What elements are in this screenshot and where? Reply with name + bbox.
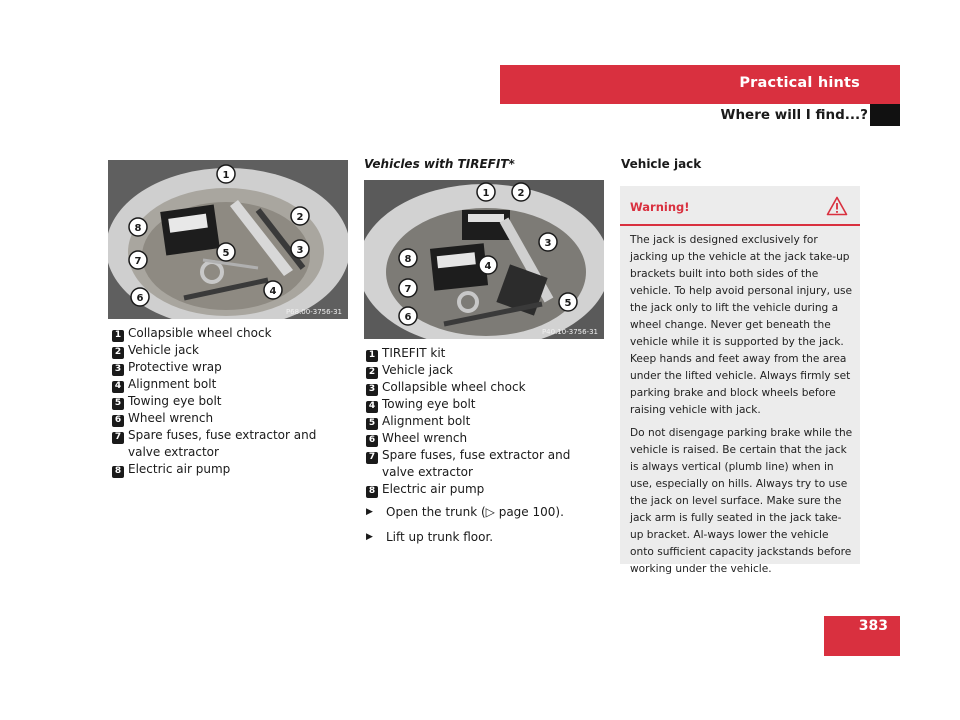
list-item: 3 Protective wrap <box>112 359 348 376</box>
warning-paragraph: Do not disengage parking brake while the vehicle is raised. Be certain that the jack is always vertical (plumb line) when in use, especially on hills. Always try to use the jack on level surface. Make sure the jack arm is fully seated in the jack take-up bracket. Al-ways lower the vehicle onto sufficient capacity jackstands before working under the vehicle. <box>630 427 853 575</box>
photo-label-2: 2 <box>296 212 304 223</box>
warning-triangle-icon <box>826 196 848 220</box>
photo-label-8: 8 <box>134 223 142 234</box>
col3-title: Vehicle jack <box>621 157 702 171</box>
page-number-box <box>824 616 900 656</box>
warning-title: Warning! <box>630 200 690 214</box>
photo-tirefit-well <box>364 180 604 339</box>
header-subbar <box>500 104 900 126</box>
photo2-label-4: 4 <box>484 261 492 272</box>
photo2-label-3: 3 <box>544 238 552 249</box>
warning-paragraph: The jack is designed exclusively for jacking up the vehicle at the jack take-up brackets built into both sides of the vehicle. To help avoid personal injury, use the jack only to lift the vehicle during a wheel change. Never get beneath the vehicle while it is supported by the jack. Keep hands and feet away from the area under the lifted vehicle. Always firmly set parking brake and block wheels before raising vehicle with jack. <box>630 234 853 416</box>
list-item: 5 Alignment bolt <box>366 413 606 430</box>
list-item: 1 Collapsible wheel chock <box>112 325 348 342</box>
list-item: 5 Towing eye bolt <box>112 393 348 410</box>
list-item: 4 Alignment bolt <box>112 376 348 393</box>
list-item: 6 Wheel wrench <box>112 410 348 427</box>
step-arrow-icon: ▶ <box>366 532 373 542</box>
photo-label-6: 6 <box>136 293 144 304</box>
list-item: 1 TIREFIT kit <box>366 345 606 362</box>
page-number: 383 <box>858 618 888 634</box>
legend-list-2 <box>366 345 606 498</box>
photo2-label-8: 8 <box>404 254 412 265</box>
photo-label-3: 3 <box>296 245 304 256</box>
subsection-title: Where will I find...? <box>720 107 868 123</box>
list-item: 7 Spare fuses, fuse extractor and valve extractor <box>112 427 348 461</box>
photo2-label-1: 1 <box>482 188 490 199</box>
section-title: Practical hints <box>739 75 860 91</box>
header-black-tab <box>870 104 900 126</box>
list-item: 6 Wheel wrench <box>366 430 606 447</box>
header-bar <box>500 65 900 104</box>
photo-spare-wheel-well <box>108 160 348 319</box>
photo-code-1: P68.00-3756-31 <box>285 308 342 316</box>
list-item: 3 Collapsible wheel chock <box>366 379 606 396</box>
list-item: 8 Electric air pump <box>366 481 606 498</box>
photo2-label-7: 7 <box>404 284 412 295</box>
warning-header <box>620 186 860 226</box>
photo-label-1: 1 <box>222 170 230 181</box>
photo-label-4: 4 <box>269 286 277 297</box>
list-item: 4 Towing eye bolt <box>366 396 606 413</box>
photo-label-5: 5 <box>222 248 230 259</box>
list-item: 2 Vehicle jack <box>112 342 348 359</box>
list-item: 7 Spare fuses, fuse extractor and valve extractor <box>366 447 606 481</box>
photo-label-7: 7 <box>134 256 142 267</box>
warning-box <box>620 186 860 575</box>
photo-code-2: P40.10-3756-31 <box>541 328 598 336</box>
photo2-label-2: 2 <box>517 188 525 199</box>
col2-title: Vehicles with TIREFIT* <box>364 157 515 171</box>
list-item: 8 Electric air pump <box>112 461 348 478</box>
photo2-label-5: 5 <box>564 298 572 309</box>
list-item: 2 Vehicle jack <box>366 362 606 379</box>
step-arrow-icon: ▶ <box>366 507 373 517</box>
step-lift-floor: ▶ Lift up trunk floor. <box>366 530 494 544</box>
step-open-trunk: ▶ Open the trunk (▷ page 100). <box>366 505 564 519</box>
photo2-label-6: 6 <box>404 312 412 323</box>
warning-body <box>630 232 854 578</box>
legend-list-1 <box>112 325 348 478</box>
